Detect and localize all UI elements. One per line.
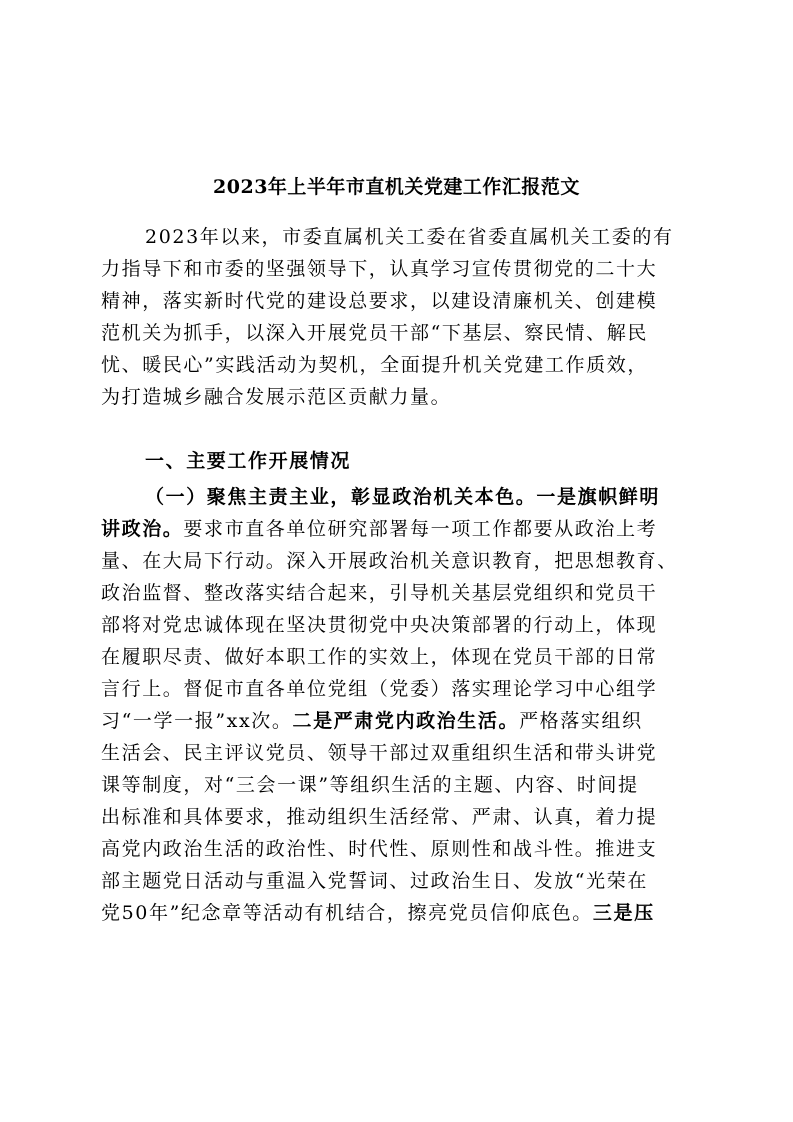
paragraph-text: 习“一学一报”xx次。: [101, 710, 293, 732]
paragraph-line: 高党内政治生活的政治性、时代性、原则性和战斗性。推进支: [101, 838, 658, 860]
paragraph-line: 量、在大局下行动。深入开展政治机关意识教育，把思想教育、: [101, 550, 678, 572]
paragraph-text: 要求市直各单位研究部署每一项工作都要从政治上考: [183, 518, 658, 540]
paragraph-line: 部将对党忠诚体现在坚决贯彻党中央决策部署的行动上，体现: [101, 614, 658, 636]
intro-line: 忧、暖民心”实践活动为契机，全面提升机关党建工作质效，: [101, 354, 648, 376]
paragraph-line: 言行上。督促市直各单位党组（党委）落实理论学习中心组学: [101, 678, 658, 700]
document-title: 2023年上半年市直机关党建工作汇报范文: [213, 176, 580, 198]
intro-line: 力指导下和市委的坚强领导下，认真学习宣传贯彻党的二十大: [101, 258, 658, 280]
paragraph-line: [101, 705, 701, 737]
bold-lead-text: 三是压: [592, 902, 655, 924]
paragraph-line: 生活会、民主评议党员、领导干部过双重组织生活和带头讲党: [101, 742, 658, 764]
intro-line: 精神，落实新时代党的建设总要求，以建设清廉机关、创建模: [101, 290, 658, 312]
bold-lead-text: （一）聚焦主责主业，彰显政治机关本色。一是旗帜鲜明: [145, 486, 661, 508]
paragraph-line: [101, 481, 701, 513]
intro-line: 范机关为抓手，以深入开展党员干部“下基层、察民情、解民: [101, 322, 648, 344]
paragraph-text: 党50年”纪念章等活动有机结合，擦亮党员信仰底色。: [101, 902, 593, 924]
paragraph-line: 政治监督、整改落实结合起来，引导机关基层党组织和党员干: [101, 582, 658, 604]
paragraph-text: 严格落实组织: [519, 710, 643, 732]
paragraph-line: 部主题党日活动与重温入党誓词、过政治生日、发放“光荣在: [101, 870, 648, 892]
paragraph-line: 在履职尽责、做好本职工作的实效上，体现在党员干部的日常: [101, 646, 658, 668]
intro-paragraph: [101, 221, 701, 413]
intro-line: 为打造城乡融合发展示范区贡献力量。: [101, 386, 452, 408]
intro-line: 2023年以来，市委直属机关工委在省委直属机关工委的有: [145, 226, 674, 248]
section-heading: 一、主要工作开展情况: [145, 450, 352, 472]
bold-lead-text: 二是严肃党内政治生活。: [292, 710, 520, 732]
paragraph-line: [101, 513, 701, 545]
bold-lead-text: 讲政治。: [101, 518, 184, 540]
paragraph-line: 出标准和具体要求，推动组织生活经常、严肃、认真，着力提: [101, 806, 658, 828]
section1-paragraph: [101, 481, 701, 929]
paragraph-line: [101, 897, 701, 929]
paragraph-line: 课等制度，对“三会一课”等组织生活的主题、内容、时间提: [101, 774, 639, 796]
